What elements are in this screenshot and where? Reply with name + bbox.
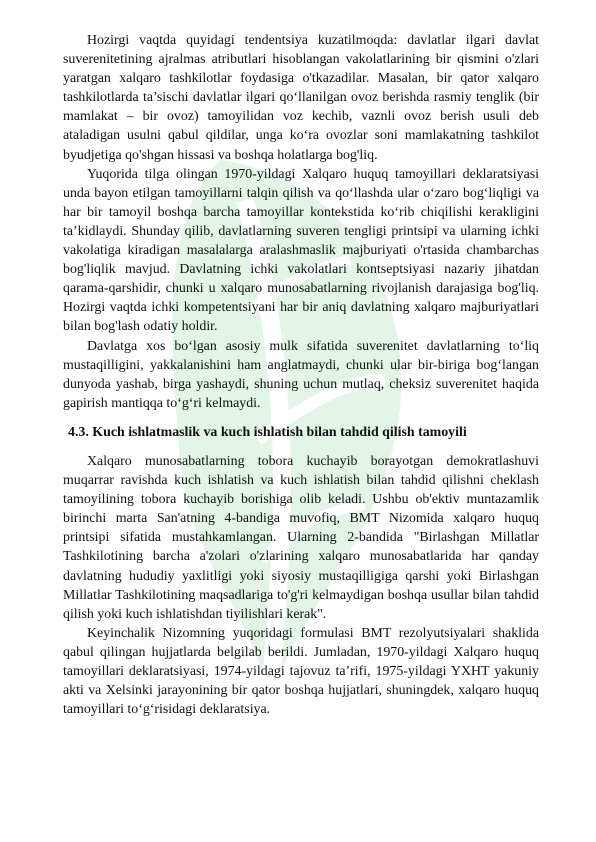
paragraph: Xalqaro munosabatlarning tobora kuchayib borayotgan demokratlashuvi muqarrar ravishda kuch ishlatish va kuch ishlatish bilan tahdid qilishni cheklash tamoyilining tobora kuchayib borishiga olib keladi. Ushbu ob'ektiv muntazamlik birinchi marta San'atning 4-bandiga muvofiq, BMT Nizomida xalqaro huquq printsipi sifatida mustahkamlangan. Ularning 2-bandida "Birlashgan Millatlar Tashkilotining barcha a'zolari o'zlarining xalqaro munosabatlarida har qanday davlatning hududiy yaxlitligi yoki siyosiy mustaqilligiga qarshi yoki Birlashgan Millatlar Tashkilotining maqsadlariga to'g'ri kelmaydigan boshqa usullar bilan tahdid qilish yoki kuch ishlatishdan tiyilishlari kerak". [63, 453, 539, 622]
document-body [63, 31, 539, 719]
section-heading: 4.3. Kuch ishlatmaslik va kuch ishlatish bilan tahdid qilish tamoyili [68, 424, 467, 440]
paragraph: Davlatga xos bo‘lgan asosiy mulk sifatida suverenitet davlatlarning to‘liq mustaqilligini, yakkalanishini ham anglatmaydi, chunki ular bir-biriga bog‘langan dunyoda yashab, birga yashaydi, shuning uchun mutlaq, cheksiz suverenitet haqida gapirish mantiqqa to‘g‘ri kelmaydi. [63, 338, 539, 411]
paragraph: Hozirgi vaqtda quyidagi tendentsiya kuzatilmoqda: davlatlar ilgari davlat suverenitetining ajralmas atributlari hisoblangan vakolatlarining bir qismini o'zlari yaratgan xalqaro tashkilotlar foydasiga o'tkazadilar. Masalan, bir qator xalqaro tashkilotlarda ta’sischi davlatlar ilgari qo‘llanilgan ovoz berishda rasmiy tenglik (bir mamlakat – bir ovoz) tamoyilidan voz kechib, vaznli ovoz berish usuli deb ataladigan usulni qabul qildilar, unga ko‘ra ovozlar soni mamlakatning tashkilot byudjetiga qo'shgan hissasi va boshqa holatlarga bog'liq. [63, 33, 539, 163]
paragraph: Keyinchalik Nizomning yuqoridagi formulasi BMT rezolyutsiyalari shaklida qabul qilingan hujjatlarda belgilab berildi. Jumladan, 1970-yildagi Xalqaro huquq tamoyillari deklaratsiyasi, 1974-yildagi tajovuz ta’rifi, 1975-yildagi YXHT yakuniy akti va Xelsinki jarayonining bir qator boshqa hujjatlari, shuningdek, xalqaro huquq tamoyillari to‘g‘risidagi deklaratsiya. [63, 625, 539, 718]
paragraph: Yuqorida tilga olingan 1970-yildagi Xalqaro huquq tamoyillari deklaratsiyasi unda bayon etilgan tamoyillarni talqin qilish va qo‘llashda ular o‘zaro bog‘liqligi va har bir tamoyil boshqa barcha tamoyillar kontekstida ko‘rib chiqilishi kerakligini ta’kidlaydi. Shunday qilib, davlatlarning suveren tengligi printsipi va ularning ichki vakolatiga kiradigan masalalarga aralashmaslik majburiyati o'rtasida chambarchas bog'liqlik mavjud. Davlatning ichki vakolatlari kontseptsiyasi nazariy jihatdan qarama-qarshidir, chunki u xalqaro munosabatlarning rivojlanish darajasiga bog'liq. Hozirgi vaqtda ichki kompetentsiyani har bir aniq davlatning xalqaro majburiyatlari bilan bog'lash odatiy holdir. [63, 166, 539, 335]
